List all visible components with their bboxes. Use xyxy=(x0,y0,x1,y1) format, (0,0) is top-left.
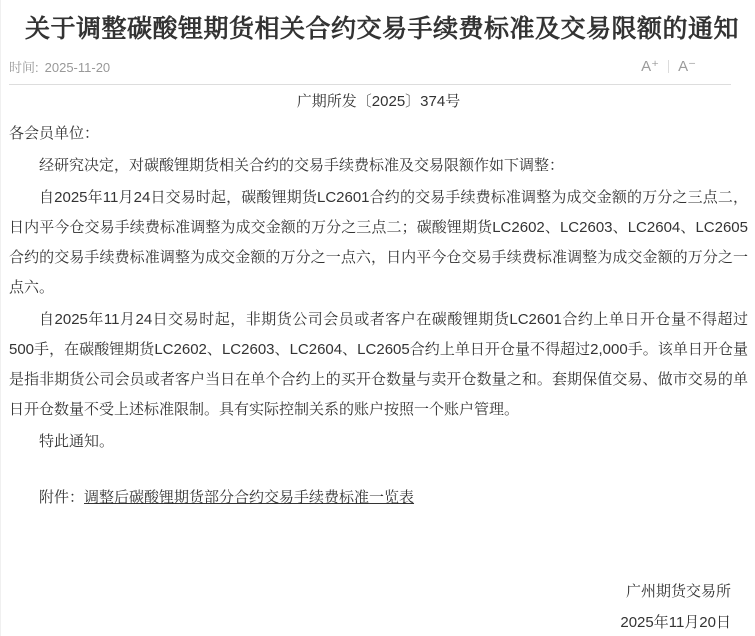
font-controls-separator xyxy=(668,60,669,73)
attachment-row xyxy=(9,483,748,513)
header-divider xyxy=(9,84,731,85)
paragraph-fee-adjustment: 自2025年11月24日交易时起，碳酸锂期货LC2601合约的交易手续费标准调整为成交金额的万分之三点二，日内平今仓交易手续费标准调整为成交金额的万分之三点二；碳酸锂期货LC2602、LC2603、LC2604、LC2605合约的交易手续费标准调整为成交金额的万分之一点六，日内平今仓交易手续费标准调整为成交金额的万分之一点六。 xyxy=(9,189,748,296)
paragraph-position-limit: 自2025年11月24日交易时起，非期货公司会员或者客户在碳酸锂期货LC2601合约上单日开仓量不得超过500手，在碳酸锂期货LC2602、LC2603、LC2604、LC2605合约上单日开仓量不得超过2,000手。该单日开仓量是指非期货公司会员或者客户当日在单个合约上的买开仓数量与卖开仓数量之和。套期保值交易、做市交易的单日开仓数量不受上述标准限制。具有实际控制关系的账户按照一个账户管理。 xyxy=(9,311,748,418)
paragraph-intro: 经研究决定，对碳酸锂期货相关合约的交易手续费标准及交易限额作如下调整： xyxy=(39,157,565,174)
attachment-label: 附件： xyxy=(39,489,85,506)
publish-time-value: 2025-11-20 xyxy=(44,59,111,75)
signature-date: 2025年11月20日 xyxy=(620,614,731,631)
meta-row xyxy=(9,57,755,75)
font-increase-button[interactable]: A⁺ xyxy=(641,58,660,75)
font-size-controls xyxy=(635,57,702,75)
closing-line: 特此通知。 xyxy=(39,433,115,450)
page-title: 关于调整碳酸锂期货相关合约交易手续费标准及交易限额的通知 xyxy=(24,15,739,43)
signature-org: 广州期货交易所 xyxy=(625,583,731,600)
notice-body xyxy=(9,87,755,636)
signature-block xyxy=(9,577,748,636)
doc-number: 广期所发〔2025〕374号 xyxy=(296,93,461,110)
attachment-link[interactable]: 调整后碳酸锂期货部分合约交易手续费标准一览表 xyxy=(84,489,415,506)
font-decrease-button[interactable]: A⁻ xyxy=(678,58,696,75)
publish-time-label: 时间: xyxy=(9,59,39,75)
publish-time xyxy=(9,57,110,76)
salutation: 各会员单位： xyxy=(9,125,100,142)
